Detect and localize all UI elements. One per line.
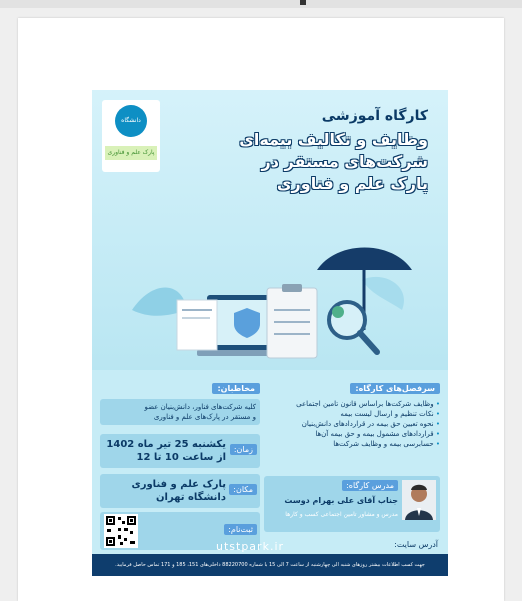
outline-item: • نحوه تعیین حق بیمه در قراردادهای دانش‌بنیان: [264, 419, 440, 429]
website-label: آدرس سایت:: [394, 540, 438, 549]
workshop-poster: [92, 90, 448, 576]
insurance-illustration: [92, 240, 448, 375]
time-line: یکشنبه 25 تیر ماه 1402: [106, 439, 226, 450]
qr-code-icon[interactable]: [104, 514, 138, 548]
outline-item: • وظایف شرکت‌ها براساس قانون تامین اجتماعی: [264, 399, 440, 409]
poster-title-line-3: پارک علم و فناوری: [276, 174, 428, 193]
poster-title-line-2: شرکت‌های مستقر در: [261, 152, 428, 171]
instructor-heading: مدرس کارگاه:: [342, 480, 398, 491]
poster-footer: جهت کسب اطلاعات بیشتر روزهای شنبه الی چهارشنبه از ساعت 7 الی 15 با شماره 88220700 داخلی‌های 151، 185 و 171 تماس حاصل فرمایید.: [92, 554, 448, 576]
outline-heading: سرفصل‌های کارگاه:: [350, 383, 440, 394]
audience-card: [100, 399, 260, 425]
place-line: پارک علم و فناوری: [131, 479, 226, 490]
instructor-name: جناب آقای علی بهرام دوست: [284, 496, 398, 505]
workshop-outline: [264, 376, 440, 449]
audience-line: کلیه شرکت‌های فناور، دانش‌بنیان عضو: [144, 403, 256, 411]
park-badge: پارک علم و فناوری: [105, 146, 157, 160]
poster-subtitle: کارگاه آموزشی: [321, 108, 428, 124]
place-line: دانشگاه تهران: [156, 492, 226, 503]
outline-item: • قراردادهای مشمول بیمه و حق بیمه آن‌ها: [264, 429, 440, 439]
instructor-role: مدرس و مشاور تامین اجتماعی کسب و کارها: [285, 511, 398, 518]
outline-item: • حسابرسی بیمه و وظایف شرکت‌ها: [264, 439, 440, 449]
university-logo: [102, 100, 160, 172]
outline-item: • نکات تنظیم و ارسال لیست بیمه: [264, 409, 440, 419]
policy-document-icon: [177, 300, 217, 350]
university-emblem-icon: [115, 105, 147, 137]
emblem-text: دانشگاه: [121, 117, 141, 124]
place-label: مکان:: [229, 484, 257, 495]
website-url[interactable]: utstpark.ir: [216, 540, 285, 553]
register-label: ثبت‌نام:: [224, 524, 257, 535]
time-line: از ساعت 10 تا 12: [136, 452, 226, 463]
audience-section: [100, 376, 260, 425]
instructor-photo-icon: [402, 480, 436, 520]
leaf-shape: [362, 277, 404, 310]
time-label: زمان:: [230, 444, 257, 455]
place-card: [100, 474, 260, 508]
top-toolbar-strip: [0, 0, 522, 8]
check-badge-icon: [332, 306, 344, 318]
umbrella-icon: [317, 248, 412, 271]
toolbar-mark: [300, 0, 306, 5]
time-card: [100, 434, 260, 468]
audience-line: و مستقر در پارک‌های علم و فناوری: [153, 413, 256, 421]
poster-title-line-1: وظایف و تکالیف بیمه‌ای: [239, 130, 428, 149]
instructor-card: [264, 476, 440, 532]
audience-heading: مخاطبان:: [212, 383, 260, 394]
